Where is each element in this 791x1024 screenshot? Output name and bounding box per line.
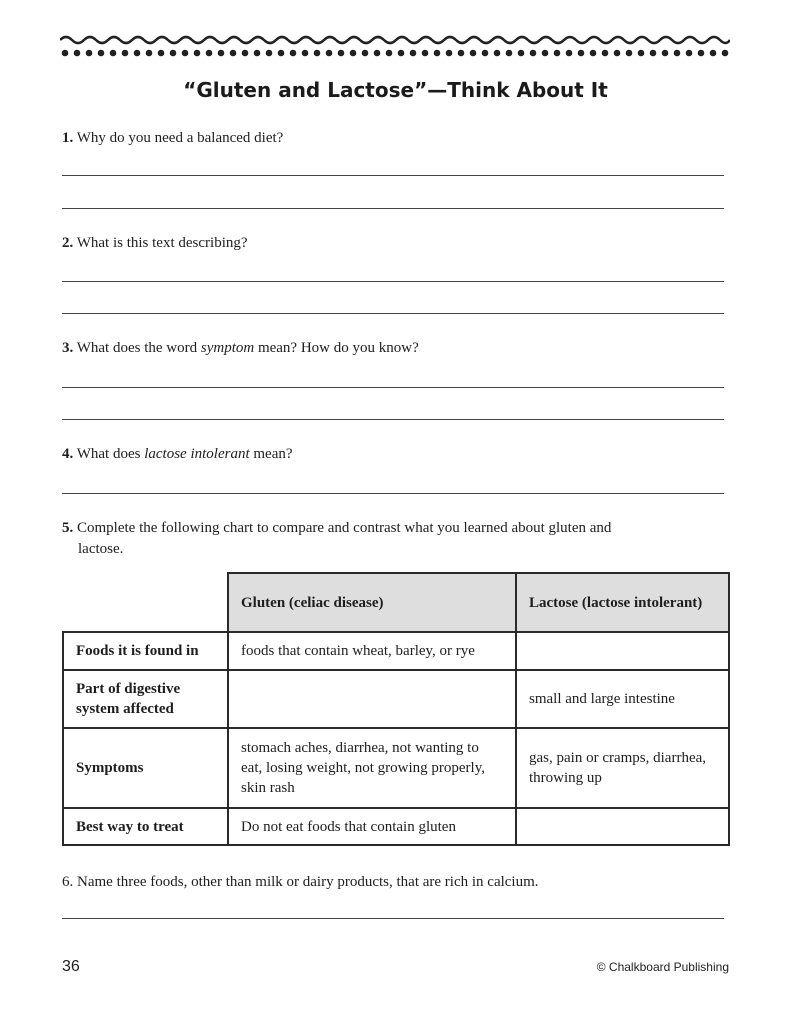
answer-line[interactable]: [62, 419, 724, 420]
question-1: 1. Why do you need a balanced diet?: [62, 130, 284, 146]
answer-line[interactable]: [62, 918, 724, 919]
page-number: 36: [62, 958, 80, 975]
lactose-cell[interactable]: [516, 632, 729, 670]
question-3: 3. What does the word symptom mean? How do you know?: [62, 340, 419, 356]
question-4: 4. What does lactose intolerant mean?: [62, 446, 293, 462]
table-row: [63, 670, 729, 728]
table-row: [63, 808, 729, 845]
header-gluten: Gluten (celiac disease): [228, 573, 516, 632]
gluten-cell: stomach aches, diarrhea, not wanting to eat, losing weight, not growing properly, skin rash: [228, 728, 516, 808]
answer-line[interactable]: [62, 493, 724, 494]
gluten-cell[interactable]: [228, 670, 516, 728]
row-label: Best way to treat: [63, 808, 228, 845]
empty-corner-cell: [63, 573, 228, 632]
lactose-cell: small and large intestine: [516, 670, 729, 728]
table-row: [63, 632, 729, 670]
answer-line[interactable]: [62, 208, 724, 209]
row-label: Symptoms: [63, 728, 228, 808]
question-5: 5. Complete the following chart to compare and contrast what you learned about gluten and lactose.: [62, 520, 612, 557]
gluten-cell: foods that contain wheat, barley, or rye: [228, 632, 516, 670]
comparison-chart: [62, 572, 730, 846]
question-2: 2. What is this text describing?: [62, 235, 248, 251]
answer-line[interactable]: [62, 281, 724, 282]
answer-line[interactable]: [62, 387, 724, 388]
row-label: Foods it is found in: [63, 632, 228, 670]
question-6: 6. Name three foods, other than milk or dairy products, that are rich in calcium.: [62, 874, 539, 890]
page-title: “Gluten and Lactose”—Think About It: [183, 78, 608, 102]
row-label: Part of digestive system affected: [63, 670, 228, 728]
lactose-cell: gas, pain or cramps, diarrhea, throwing up: [516, 728, 729, 808]
copyright-notice: © Chalkboard Publishing: [596, 960, 729, 974]
table-row: [63, 728, 729, 808]
answer-line[interactable]: [62, 175, 724, 176]
header-lactose: Lactose (lactose intolerant): [516, 573, 729, 632]
gluten-cell: Do not eat foods that contain gluten: [228, 808, 516, 845]
decorative-border: [60, 32, 730, 62]
lactose-cell[interactable]: [516, 808, 729, 845]
answer-line[interactable]: [62, 313, 724, 314]
